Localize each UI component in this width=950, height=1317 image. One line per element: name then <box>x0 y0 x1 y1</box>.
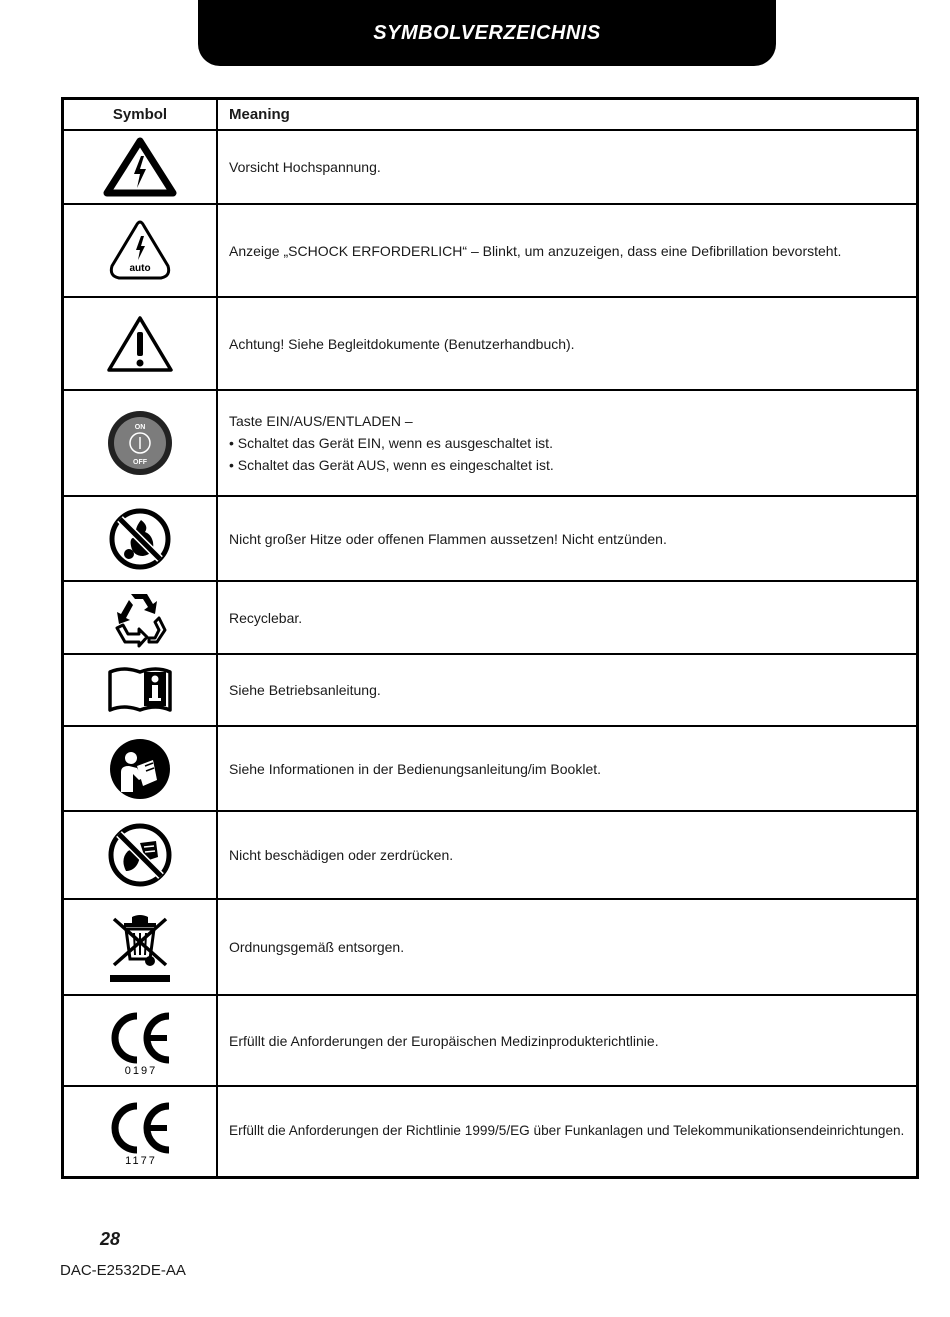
meaning-cell: Ordnungsgemäß entsorgen. <box>217 899 918 995</box>
weee-bin-icon <box>106 909 174 985</box>
meaning-cell: Erfüllt die Anforderungen der Richtlinie 1999/5/EG über Funkanlagen und Telekommunikationsendeinrichtungen. <box>217 1086 918 1177</box>
shock-auto-icon <box>105 218 175 284</box>
ce-mark-icon <box>105 1096 175 1166</box>
meaning-cell: Siehe Informationen in der Bedienungsanleitung/im Booklet. <box>217 726 918 811</box>
auto-label: auto <box>129 262 151 274</box>
bullet-item: • Schaltet das Gerät EIN, wenn es ausgeschaltet ist. <box>229 435 553 451</box>
page-title: SYMBOLVERZEICHNIS <box>373 22 601 44</box>
table-row <box>63 1086 918 1177</box>
meaning-text: Taste EIN/AUS/ENTLADEN – <box>229 413 413 429</box>
off-label: OFF <box>133 459 147 466</box>
table-row <box>63 995 918 1086</box>
meaning-cell: Nicht beschädigen oder zerdrücken. <box>217 811 918 899</box>
recycle-icon <box>109 588 171 648</box>
table-row <box>63 811 918 899</box>
manual-info-icon <box>106 664 174 716</box>
table-row <box>63 130 918 204</box>
read-booklet-icon <box>107 736 173 802</box>
column-header-meaning: Meaning <box>217 99 918 131</box>
table-header-row <box>63 99 918 131</box>
meaning-cell <box>217 390 918 496</box>
table-row <box>63 496 918 581</box>
page-number: 28 <box>100 1229 121 1249</box>
bullet-item: • Schaltet das Gerät AUS, wenn es eingeschaltet ist. <box>229 457 554 473</box>
ce-number-label: 1177 <box>125 1155 157 1167</box>
meaning-cell: Vorsicht Hochspannung. <box>217 130 918 204</box>
meaning-cell: Anzeige „SCHOCK ERFORDERLICH“ – Blinkt, um anzuzeigen, dass eine Defibrillation bevorsteht. <box>217 204 918 297</box>
meaning-cell: Achtung! Siehe Begleitdokumente (Benutzerhandbuch). <box>217 297 918 390</box>
table-row <box>63 654 918 726</box>
column-header-symbol: Symbol <box>63 99 218 131</box>
no-crush-icon <box>106 821 174 889</box>
header-banner <box>198 0 776 66</box>
on-label: ON <box>134 424 146 431</box>
table-row <box>63 297 918 390</box>
meaning-cell: Recyclebar. <box>217 581 918 654</box>
symbol-table <box>61 97 919 1179</box>
meaning-cell: Siehe Betriebsanleitung. <box>217 654 918 726</box>
table-row <box>63 204 918 297</box>
meaning-cell: Erfüllt die Anforderungen der Europäischen Medizinprodukterichtlinie. <box>217 995 918 1086</box>
ce-number-label: 0197 <box>124 1064 158 1076</box>
document-code: DAC-E2532DE-AA <box>60 1262 186 1279</box>
table-row <box>63 581 918 654</box>
table-row <box>63 899 918 995</box>
table-row <box>63 726 918 811</box>
no-fire-icon <box>107 506 173 572</box>
caution-icon <box>105 313 175 375</box>
high-voltage-icon <box>103 136 177 198</box>
ce-mark-icon <box>105 1006 175 1076</box>
on-off-button-icon <box>105 408 175 478</box>
table-row <box>63 390 918 496</box>
meaning-cell: Nicht großer Hitze oder offenen Flammen aussetzen! Nicht entzünden. <box>217 496 918 581</box>
